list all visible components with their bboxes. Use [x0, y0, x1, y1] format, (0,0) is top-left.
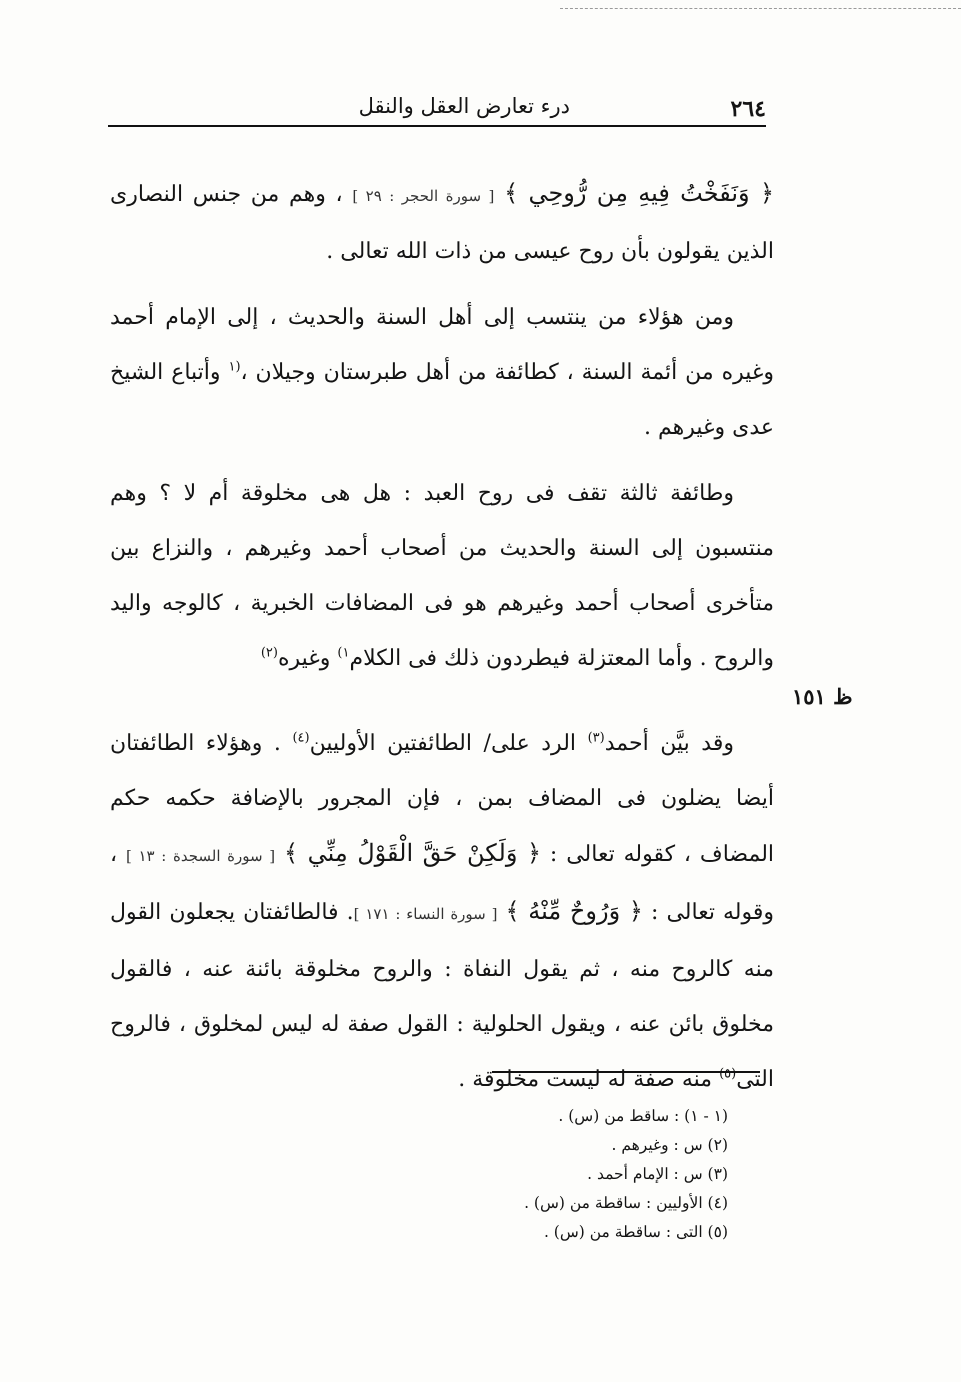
paragraph-4 — [110, 716, 774, 1107]
footnote-rule — [492, 1071, 760, 1073]
page-number: ٢٦٤ — [730, 96, 766, 122]
margin-folio-note: ظ ١٥١ — [792, 684, 853, 709]
paragraph-text: . فالطائفتان يجعلون القول منه كالروح منه ، ثم يقول النفاة : والروح مخلوقة بائنة عنه ، فالقول مخلوق بائن عنه ، ويقول الحلولية : القول صفة له ليس لمخلوق ، فالروح التى — [110, 900, 774, 1092]
top-dashed-rule — [560, 8, 961, 9]
paragraph-1 — [110, 166, 774, 279]
paragraph-3 — [110, 466, 774, 686]
footnote-marker: (٢) — [260, 645, 278, 661]
surah-reference: [ سورة النساء : ١٧١ ] — [353, 905, 498, 923]
paragraph-text: وقد بيَّن أحمد — [604, 731, 734, 756]
header-rule — [108, 125, 766, 127]
footnote-marker: (٥) — [719, 1066, 737, 1082]
footnote-marker: ١) — [337, 645, 350, 661]
running-title: درء تعارض العقل والنقل — [358, 94, 570, 118]
paragraph-text: ومن هؤلاء من ينتسب إلى أهل السنة والحديث ، إلى الإمام أحمد وغيره من أئمة السنة ، كطائفة من أهل طبرستان وجيلان ، — [110, 305, 774, 385]
surah-reference: [ سورة السجدة : ١٣ ] — [125, 847, 276, 865]
footnotes-list — [320, 1102, 728, 1247]
footnote-marker: (١ — [228, 359, 241, 375]
footnote-marker: (٤) — [292, 730, 310, 746]
paragraph-text: وأتباع الشيخ عدى وغيرهم . — [110, 360, 774, 440]
paragraph-text: ، وهم من جنس النصارى الذين يقولون بأن روح عيسى من ذات الله تعالى . — [110, 182, 774, 264]
footnote-item: (١ - ١) : ساقط من (س) . — [558, 1107, 728, 1125]
paragraph-2 — [110, 290, 774, 455]
footnote-item: (٤) الأوليين : ساقطة من (س) . — [524, 1194, 728, 1212]
paragraph-text: وطائفة ثالثة تقف فى روح العبد : هل هى مخلوقة أم لا ؟ وهم منتسبون إلى السنة والحديث من أصحاب أحمد وغيرهم ، والنزاع بين متأخرى أصحاب أحمد وغيرهم هو فى المضافات الخبرية ، كالوجه واليد والروح . وأما المعتزلة فيطردون ذلك فى الكلام — [110, 481, 774, 671]
paragraph-text: الرد على/ الطائفتين الأوليين — [309, 731, 588, 756]
paragraph-text: وغيره — [277, 646, 338, 671]
paragraph-text: ، وقوله تعالى : — [110, 842, 775, 925]
surah-reference: [ سورة الحجر : ٢٩ ] — [352, 187, 495, 205]
footnote-marker: (٣) — [587, 730, 605, 746]
footnote-item: (٢) س : وغيرهم . — [611, 1136, 728, 1154]
page-header — [108, 94, 766, 124]
footnote-item: (٣) س : الإمام أحمد . — [587, 1165, 728, 1183]
main-text — [110, 166, 774, 1118]
quran-quote: ﴿ وَرُوحٌ مِّنْهُ ﴾ — [505, 897, 643, 925]
paragraph-text: منه صفة له ليست مخلوقة . — [458, 1067, 720, 1092]
quran-quote: ﴿ وَنَفَخْتُ فِيهِ مِن رُّوحِي ﴾ — [504, 179, 775, 207]
quran-quote: ﴿ وَلَكِنْ حَقَّ الْقَوْلُ مِنِّي ﴾ — [284, 839, 542, 867]
footnote-item: (٥) التى : ساقطة من (س) . — [543, 1223, 728, 1241]
paragraph-text: . وهؤلاء الطائفتان أيضا يضلون فى المضاف بمن ، فإن المجرور بالإضافة حكمه حكم المضاف ، كقوله تعالى : — [110, 731, 775, 867]
